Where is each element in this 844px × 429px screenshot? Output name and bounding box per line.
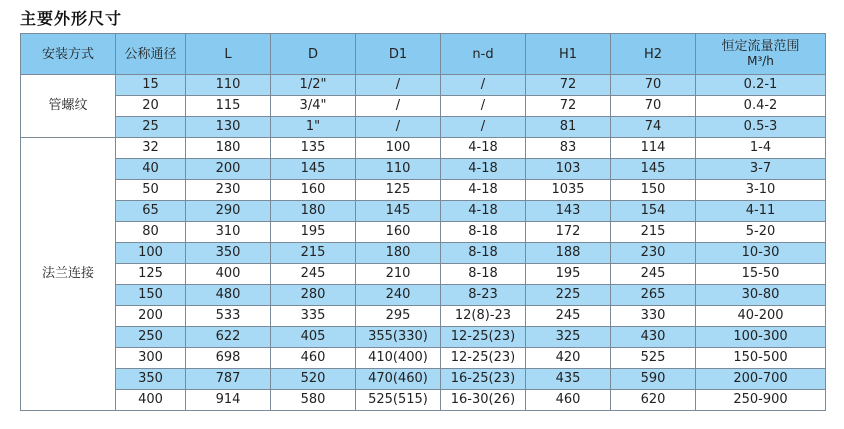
- table-cell: 200: [186, 159, 271, 180]
- table-cell: 188: [526, 243, 611, 264]
- table-cell: 698: [186, 348, 271, 369]
- header-cell: D: [271, 34, 356, 75]
- table-cell: 525: [611, 348, 696, 369]
- table-row: [21, 306, 826, 327]
- table-cell: 245: [526, 306, 611, 327]
- table-cell: 410(400): [356, 348, 441, 369]
- table-cell: 215: [271, 243, 356, 264]
- table-cell: 265: [611, 285, 696, 306]
- table-cell: 150: [611, 180, 696, 201]
- table-cell: 72: [526, 75, 611, 96]
- table-cell: 80: [116, 222, 186, 243]
- table-cell: 72: [526, 96, 611, 117]
- table-row: [21, 180, 826, 201]
- table-cell: 115: [186, 96, 271, 117]
- table-cell: 480: [186, 285, 271, 306]
- table-cell: 3-10: [696, 180, 826, 201]
- table-cell: 590: [611, 369, 696, 390]
- table-cell: 81: [526, 117, 611, 138]
- page-title: 主要外形尺寸: [20, 9, 123, 28]
- table-cell: /: [356, 75, 441, 96]
- dimensions-table: [20, 33, 826, 411]
- table-cell: 150-500: [696, 348, 826, 369]
- table-cell: 335: [271, 306, 356, 327]
- table-cell: 125: [116, 264, 186, 285]
- table-cell: 300: [116, 348, 186, 369]
- table-cell: 290: [186, 201, 271, 222]
- table-cell: 4-18: [441, 138, 526, 159]
- table-cell: 400: [186, 264, 271, 285]
- table-cell: 12(8)-23: [441, 306, 526, 327]
- table-row: [21, 117, 826, 138]
- table-cell: 280: [271, 285, 356, 306]
- table-cell: 914: [186, 390, 271, 411]
- table-cell: 420: [526, 348, 611, 369]
- flow-header-label: 恒定流量范围: [721, 39, 800, 54]
- table-cell: 16-30(26): [441, 390, 526, 411]
- table-cell: 70: [611, 96, 696, 117]
- table-cell: /: [356, 96, 441, 117]
- table-cell: 150: [116, 285, 186, 306]
- table-row: [21, 264, 826, 285]
- table-cell: 230: [611, 243, 696, 264]
- table-cell: 435: [526, 369, 611, 390]
- table-cell: 103: [526, 159, 611, 180]
- table-cell: 20: [116, 96, 186, 117]
- table-cell: 200-700: [696, 369, 826, 390]
- table-cell: 100: [116, 243, 186, 264]
- table-cell: 145: [271, 159, 356, 180]
- table-cell: 8-18: [441, 222, 526, 243]
- table-cell: 50: [116, 180, 186, 201]
- table-row: [21, 243, 826, 264]
- table-row: [21, 159, 826, 180]
- table-cell: 110: [186, 75, 271, 96]
- table-cell: 430: [611, 327, 696, 348]
- header-cell: D1: [356, 34, 441, 75]
- table-cell: 160: [271, 180, 356, 201]
- table-cell: 330: [611, 306, 696, 327]
- table-body: [21, 75, 826, 411]
- table-cell: 4-18: [441, 180, 526, 201]
- table-cell: 83: [526, 138, 611, 159]
- table-cell: 40-200: [696, 306, 826, 327]
- table-cell: 3/4": [271, 96, 356, 117]
- table-cell: 172: [526, 222, 611, 243]
- table-cell: /: [441, 96, 526, 117]
- table-row: [21, 138, 826, 159]
- table-cell: 8-18: [441, 264, 526, 285]
- header-cell-flow: [696, 34, 826, 75]
- table-cell: 145: [356, 201, 441, 222]
- table-row: [21, 369, 826, 390]
- install-method-cell: 管螺纹: [21, 75, 116, 138]
- table-cell: 787: [186, 369, 271, 390]
- table-cell: 325: [526, 327, 611, 348]
- table-cell: 215: [611, 222, 696, 243]
- table-cell: 180: [271, 201, 356, 222]
- table-cell: 0.2-1: [696, 75, 826, 96]
- table-cell: 0.5-3: [696, 117, 826, 138]
- table-cell: 1-4: [696, 138, 826, 159]
- table-cell: /: [441, 75, 526, 96]
- table-cell: 114: [611, 138, 696, 159]
- header-cell: H1: [526, 34, 611, 75]
- table-cell: 580: [271, 390, 356, 411]
- table-cell: 620: [611, 390, 696, 411]
- table-row: [21, 348, 826, 369]
- table-cell: 4-11: [696, 201, 826, 222]
- table-row: [21, 96, 826, 117]
- table-cell: 4-18: [441, 201, 526, 222]
- table-cell: 10-30: [696, 243, 826, 264]
- table-row: [21, 390, 826, 411]
- table-cell: 15-50: [696, 264, 826, 285]
- table-cell: 250: [116, 327, 186, 348]
- header-cell: 安装方式: [21, 34, 116, 75]
- table-cell: 25: [116, 117, 186, 138]
- table-cell: 160: [356, 222, 441, 243]
- table-row: [21, 327, 826, 348]
- table-cell: 180: [186, 138, 271, 159]
- table-cell: 12-25(23): [441, 327, 526, 348]
- table-cell: 110: [356, 159, 441, 180]
- table-cell: 16-25(23): [441, 369, 526, 390]
- table-cell: 250-900: [696, 390, 826, 411]
- table-cell: 4-18: [441, 159, 526, 180]
- table-cell: 100-300: [696, 327, 826, 348]
- table-cell: 470(460): [356, 369, 441, 390]
- table-cell: 310: [186, 222, 271, 243]
- table-cell: 350: [116, 369, 186, 390]
- table-cell: 130: [186, 117, 271, 138]
- header-cell: n-d: [441, 34, 526, 75]
- table-cell: 40: [116, 159, 186, 180]
- table-cell: 32: [116, 138, 186, 159]
- table-cell: 1035: [526, 180, 611, 201]
- header-row: [21, 34, 826, 75]
- table-cell: 350: [186, 243, 271, 264]
- table-cell: 195: [526, 264, 611, 285]
- table-cell: 533: [186, 306, 271, 327]
- table-cell: 65: [116, 201, 186, 222]
- flow-header-unit: M³/h: [747, 54, 774, 68]
- table-row: [21, 201, 826, 222]
- table-cell: 240: [356, 285, 441, 306]
- table-cell: 200: [116, 306, 186, 327]
- table-cell: 622: [186, 327, 271, 348]
- table-row: [21, 75, 826, 96]
- table-cell: 74: [611, 117, 696, 138]
- table-cell: 8-23: [441, 285, 526, 306]
- table-cell: 100: [356, 138, 441, 159]
- table-cell: 3-7: [696, 159, 826, 180]
- table-row: [21, 222, 826, 243]
- table-cell: 135: [271, 138, 356, 159]
- table-cell: 15: [116, 75, 186, 96]
- table-cell: 210: [356, 264, 441, 285]
- table-cell: 1": [271, 117, 356, 138]
- header-cell: 公称通径: [116, 34, 186, 75]
- table-cell: 245: [271, 264, 356, 285]
- table-cell: 143: [526, 201, 611, 222]
- table-cell: 195: [271, 222, 356, 243]
- table-cell: 525(515): [356, 390, 441, 411]
- table-cell: 460: [271, 348, 356, 369]
- table-cell: 0.4-2: [696, 96, 826, 117]
- table-cell: 145: [611, 159, 696, 180]
- table-cell: 405: [271, 327, 356, 348]
- table-cell: 125: [356, 180, 441, 201]
- table-cell: 154: [611, 201, 696, 222]
- table-cell: 1/2": [271, 75, 356, 96]
- table-cell: 295: [356, 306, 441, 327]
- table-cell: 180: [356, 243, 441, 264]
- table-cell: 460: [526, 390, 611, 411]
- install-method-cell: 法兰连接: [21, 138, 116, 411]
- table-cell: 355(330): [356, 327, 441, 348]
- table-cell: 520: [271, 369, 356, 390]
- table-cell: 400: [116, 390, 186, 411]
- table-cell: 225: [526, 285, 611, 306]
- table-row: [21, 285, 826, 306]
- header-cell: H2: [611, 34, 696, 75]
- table-cell: 245: [611, 264, 696, 285]
- header-cell: L: [186, 34, 271, 75]
- table-cell: 5-20: [696, 222, 826, 243]
- table-cell: /: [441, 117, 526, 138]
- table-cell: 8-18: [441, 243, 526, 264]
- table-cell: 230: [186, 180, 271, 201]
- table-cell: /: [356, 117, 441, 138]
- table-cell: 30-80: [696, 285, 826, 306]
- table-cell: 12-25(23): [441, 348, 526, 369]
- table-cell: 70: [611, 75, 696, 96]
